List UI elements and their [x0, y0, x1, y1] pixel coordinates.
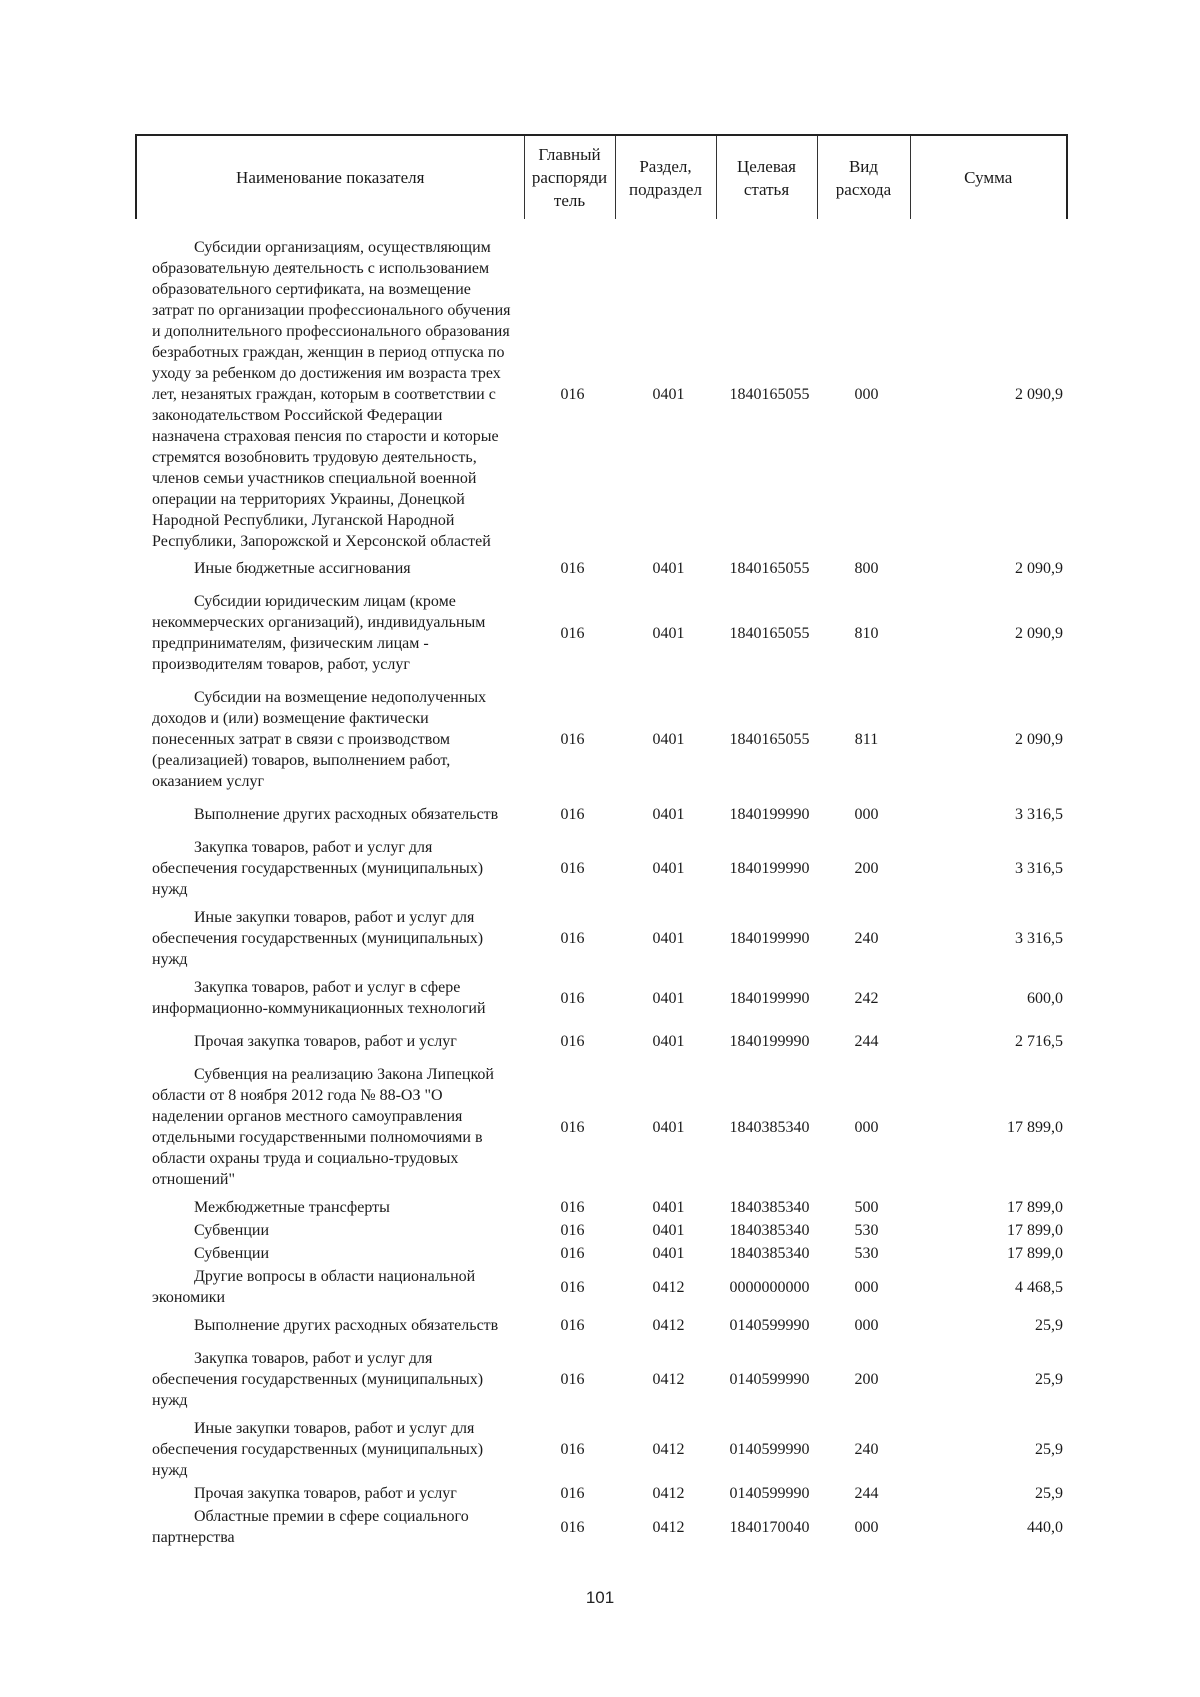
table-row	[136, 1058, 1067, 1196]
row-name: Прочая закупка товаров, работ и услуг	[194, 1485, 457, 1502]
row-section: 0401	[652, 1118, 685, 1136]
row-target: 0000000000	[729, 1278, 810, 1296]
row-name: Другие вопросы в области национальной экономики	[152, 1268, 476, 1306]
row-sum: 440,0	[1027, 1518, 1063, 1536]
row-grbs: 016	[560, 1118, 585, 1136]
row-sum: 2 090,9	[1015, 386, 1063, 403]
row-name: Субвенции	[194, 1245, 270, 1262]
row-sum: 4 468,5	[1015, 1278, 1063, 1296]
row-name: Иные закупки товаров, работ и услуг для обеспечения государственных (муниципальных) нужд	[152, 1420, 484, 1479]
row-sum: 17 899,0	[1007, 1222, 1063, 1239]
row-expense-type: 000	[854, 1317, 879, 1334]
row-section: 0401	[652, 930, 685, 947]
row-sum: 25,9	[1035, 1441, 1063, 1458]
row-section: 0401	[652, 860, 685, 877]
table-row	[136, 1025, 1067, 1058]
row-target: 0140599990	[729, 1317, 810, 1334]
row-grbs: 016	[560, 1278, 585, 1296]
table-row	[136, 798, 1067, 831]
table-row	[136, 219, 1067, 552]
header-section: Раздел, подраздел	[615, 135, 716, 219]
row-section: 0401	[652, 1033, 685, 1050]
row-grbs: 016	[560, 1371, 585, 1388]
row-target: 1840385340	[729, 1118, 810, 1136]
row-name: Закупка товаров, работ и услуг для обеспечения государственных (муниципальных) нужд	[152, 1350, 484, 1409]
row-section: 0401	[652, 1222, 685, 1239]
row-target: 1840385340	[729, 1245, 810, 1262]
table-row	[136, 1219, 1067, 1242]
table-row	[136, 1505, 1067, 1549]
row-grbs: 016	[560, 1245, 585, 1262]
table-row	[136, 1309, 1067, 1342]
row-grbs: 016	[560, 1317, 585, 1334]
row-sum: 3 316,5	[1015, 930, 1063, 947]
row-sum: 2 090,9	[1015, 560, 1063, 577]
row-target: 1840385340	[729, 1222, 810, 1239]
row-sum: 600,0	[1027, 989, 1063, 1007]
row-section: 0401	[652, 560, 685, 577]
row-grbs: 016	[560, 1441, 585, 1458]
row-sum: 25,9	[1035, 1485, 1063, 1502]
row-target: 0140599990	[729, 1441, 810, 1458]
row-expense-type: 240	[854, 1441, 879, 1458]
row-grbs: 016	[560, 731, 585, 748]
row-expense-type: 800	[854, 560, 879, 577]
row-expense-type: 811	[854, 731, 879, 748]
page-number: 101	[585, 1588, 615, 1607]
row-section: 0412	[652, 1518, 685, 1536]
row-section: 0401	[652, 624, 685, 642]
row-section: 0401	[652, 731, 685, 748]
header-target: Целевая статья	[716, 135, 817, 219]
row-name: Областные премии в сфере социального партнерства	[152, 1508, 469, 1546]
row-section: 0401	[652, 806, 685, 823]
row-expense-type: 000	[854, 386, 879, 403]
table-row	[136, 1482, 1067, 1505]
row-expense-type: 240	[854, 930, 879, 947]
row-sum: 25,9	[1035, 1371, 1063, 1388]
row-expense-type: 530	[854, 1245, 879, 1262]
row-expense-type: 200	[854, 1371, 879, 1388]
row-expense-type: 244	[854, 1485, 879, 1502]
header-grbs: Главный распоряди тель	[524, 135, 615, 219]
row-expense-type: 244	[854, 1033, 879, 1050]
row-grbs: 016	[560, 1518, 585, 1536]
row-expense-type: 530	[854, 1222, 879, 1239]
row-target: 1840199990	[729, 930, 810, 947]
row-name: Иные закупки товаров, работ и услуг для обеспечения государственных (муниципальных) нужд	[152, 909, 484, 968]
row-section: 0412	[652, 1485, 685, 1502]
table-row	[136, 1265, 1067, 1309]
row-expense-type: 500	[854, 1199, 879, 1216]
row-sum: 17 899,0	[1007, 1245, 1063, 1262]
row-name: Закупка товаров, работ и услуг в сфере информационно-коммуникационных технологий	[152, 979, 486, 1017]
row-grbs: 016	[560, 989, 585, 1007]
row-target: 1840165055	[729, 560, 810, 577]
row-sum: 17 899,0	[1007, 1199, 1063, 1216]
row-name: Субсидии на возмещение недополученных доходов и (или) возмещение фактически понесенных затрат в связи с производством (реализацией) товаров, выполнением работ, оказанием услуг	[152, 689, 487, 790]
row-name: Субсидии юридическим лицам (кроме некоммерческих организаций), индивидуальным предпринимателям, физическим лицам - производителям товаров, работ, услуг	[152, 593, 486, 673]
header-sum: Сумма	[910, 135, 1067, 219]
row-expense-type: 000	[854, 1518, 879, 1536]
row-name: Закупка товаров, работ и услуг для обеспечения государственных (муниципальных) нужд	[152, 839, 484, 898]
row-sum: 2 090,9	[1015, 731, 1063, 748]
row-name: Субсидии организациям, осуществляющим образовательную деятельность с использованием образовательного сертификата, на возмещение затрат по организации профессионального обучения и дополнительного профессионального образования безработных граждан, женщин в период отпуска по уходу за ребенком до достижения им возраста трех лет, незанятых граждан, которым в соответствии с законодательством Российской Федерации назначена страховая пенсия по старости и которые стремятся возобновить трудовую деятельность, членов семьи участников специальной военной операции на территориях Украины, Донецкой Народной Республики, Луганской Народной Республики, Запорожской и Херсонской областей	[152, 239, 511, 550]
row-grbs: 016	[560, 624, 585, 642]
row-section: 0401	[652, 1245, 685, 1262]
row-expense-type: 810	[854, 624, 879, 642]
header-expense-type: Вид расхода	[817, 135, 910, 219]
row-sum: 2 090,9	[1015, 624, 1063, 642]
row-section: 0412	[652, 1278, 685, 1296]
table-row	[136, 1196, 1067, 1219]
row-name: Иные бюджетные ассигнования	[194, 560, 411, 577]
row-sum: 2 716,5	[1015, 1033, 1063, 1050]
row-name: Прочая закупка товаров, работ и услуг	[194, 1033, 457, 1050]
row-sum: 3 316,5	[1015, 860, 1063, 877]
table-row	[136, 831, 1067, 906]
table-row	[136, 1342, 1067, 1417]
header-name: Наименование показателя	[136, 135, 524, 219]
row-section: 0412	[652, 1371, 685, 1388]
row-target: 1840199990	[729, 1033, 810, 1050]
row-target: 1840165055	[729, 731, 810, 748]
row-target: 1840199990	[729, 989, 810, 1007]
row-target: 1840170040	[729, 1518, 810, 1536]
row-expense-type: 000	[854, 806, 879, 823]
table-row	[136, 681, 1067, 798]
row-grbs: 016	[560, 930, 585, 947]
row-target: 1840165055	[729, 386, 810, 403]
row-section: 0412	[652, 1441, 685, 1458]
row-sum: 17 899,0	[1007, 1118, 1063, 1136]
row-grbs: 016	[560, 806, 585, 823]
row-name: Субвенция на реализацию Закона Липецкой области от 8 ноября 2012 года № 88-ОЗ "О наделении органов местного самоуправления отдельными государственными полномочиями в области охраны труда и социально-трудовых отношений"	[152, 1066, 494, 1188]
row-section: 0401	[652, 989, 685, 1007]
row-section: 0401	[652, 1199, 685, 1216]
budget-table	[135, 134, 1068, 1549]
row-expense-type: 242	[854, 989, 879, 1007]
row-expense-type: 200	[854, 860, 879, 877]
row-target: 0140599990	[729, 1485, 810, 1502]
row-target: 1840199990	[729, 860, 810, 877]
row-grbs: 016	[560, 1199, 585, 1216]
row-target: 1840165055	[729, 624, 810, 642]
row-grbs: 016	[560, 860, 585, 877]
row-target: 0140599990	[729, 1371, 810, 1388]
row-name: Выполнение других расходных обязательств	[194, 806, 499, 823]
table-row	[136, 552, 1067, 585]
row-grbs: 016	[560, 386, 585, 403]
row-grbs: 016	[560, 1222, 585, 1239]
row-grbs: 016	[560, 560, 585, 577]
row-grbs: 016	[560, 1485, 585, 1502]
row-grbs: 016	[560, 1033, 585, 1050]
table-row	[136, 1242, 1067, 1265]
row-expense-type: 000	[854, 1118, 879, 1136]
table-row	[136, 585, 1067, 681]
row-name: Межбюджетные трансферты	[194, 1199, 390, 1216]
table-row	[136, 971, 1067, 1025]
table-header-row	[136, 135, 1067, 219]
row-target: 1840199990	[729, 806, 810, 823]
row-target: 1840385340	[729, 1199, 810, 1216]
row-section: 0401	[652, 386, 685, 403]
row-name: Субвенции	[194, 1222, 270, 1239]
row-sum: 25,9	[1035, 1317, 1063, 1334]
table-row	[136, 1417, 1067, 1482]
row-name: Выполнение других расходных обязательств	[194, 1317, 499, 1334]
row-expense-type: 000	[854, 1278, 879, 1296]
row-section: 0412	[652, 1317, 685, 1334]
row-sum: 3 316,5	[1015, 806, 1063, 823]
table-row	[136, 906, 1067, 971]
